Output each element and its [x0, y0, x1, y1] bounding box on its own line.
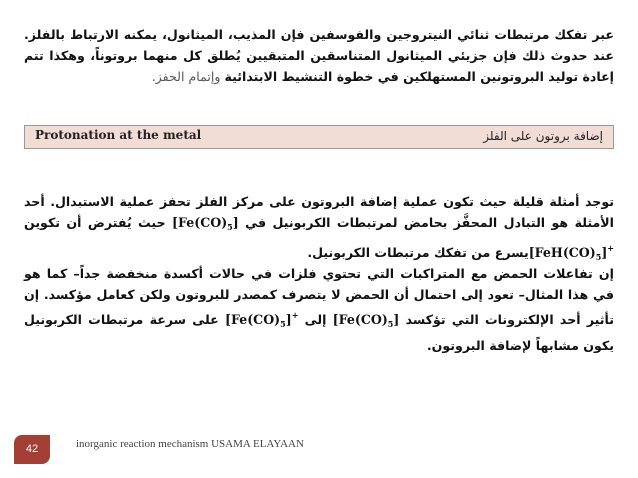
- p1-part1: توجد أمثلة قليلة حيث تكون عملية إضافة البروتون على مركز الفلز تحفز عملية الاستبدال. أحد الأمثلة هو التبادل المحفَّز بحامض لمرتبطات الكربونيل في: [24, 194, 614, 230]
- footer-text: inorganic reaction mechanism USAMA ELAYAAN: [76, 438, 304, 450]
- p2-formula-2: [225, 312, 298, 327]
- p1-formula-1-sub: 5: [227, 222, 233, 232]
- p1-part2: حيث يُفترض أن تكوين: [24, 215, 173, 230]
- intro-text: عبر تفكك مرتبطات ثنائي النيتروجين والفوسفين فإن المذيب، الميثانول، يمكنه الارتباط بالفلز. عند حدوث ذلك فإن جزيئي الميثانول المتناسقين المتبقيين يُطلق كل منهما بروتوناً، وهكذا تتم إعادة توليد البروتونين المستهلكين في خطوة التنشيط الابتدائية: [24, 27, 614, 84]
- p2-formula-1-sub: 5: [387, 319, 394, 329]
- intro-paragraph: [24, 24, 614, 87]
- page-number-badge: 42: [14, 435, 50, 464]
- p1-formula-1-main: [Fe(CO): [172, 215, 228, 230]
- p1-formula-2-main: [FeH(CO): [528, 245, 596, 260]
- p1-formula-2-sub: 5: [595, 252, 602, 262]
- p1-formula-1: [172, 215, 239, 230]
- p2-part1: إن تفاعلات الحمض مع المتراكبات التي تحتوي فلزات في حالات أكسدة منخفضة جداً– كما هو في هذا المثال– تعود إلى احتمال أن الحمض لا يتصرف كمصدر للبروتون ولكن كعامل مؤكسد. إن تأثير أحد الإلكترونات التي تؤكسد: [24, 266, 614, 327]
- p1-formula-2: [529, 245, 614, 260]
- p2-formula-2-sup: +: [291, 310, 299, 320]
- p1-formula-2-sup: +: [607, 243, 614, 253]
- heading-arabic: إضافة بروتون على الفلز: [483, 129, 603, 143]
- p1-formula-1-end: ]: [232, 215, 239, 230]
- p2-formula-1-main: [Fe(CO): [332, 312, 388, 327]
- paragraph-1: [24, 191, 614, 268]
- intro-faded-text: وإتمام الحفز.: [151, 69, 225, 84]
- p2-formula-2-sub: 5: [280, 319, 286, 329]
- paragraph-2: [24, 263, 614, 356]
- p2-part3: على سرعة مرتبطات الكربونيل يكون مشابهاً لإضافة البروتون.: [24, 312, 614, 353]
- p2-formula-1: [333, 312, 400, 327]
- p2-formula-2-end: ]: [285, 312, 292, 327]
- p2-formula-1-end: ]: [393, 312, 400, 327]
- section-heading-bar: [24, 125, 614, 149]
- heading-english: Protonation at the metal: [35, 128, 202, 142]
- p2-part2: إلى: [298, 312, 333, 327]
- p1-part3: يسرع من تفكك مرتبطات الكربونيل.: [307, 245, 529, 260]
- p1-formula-2-end: ]: [601, 245, 608, 260]
- p2-formula-2-main: [Fe(CO): [225, 312, 281, 327]
